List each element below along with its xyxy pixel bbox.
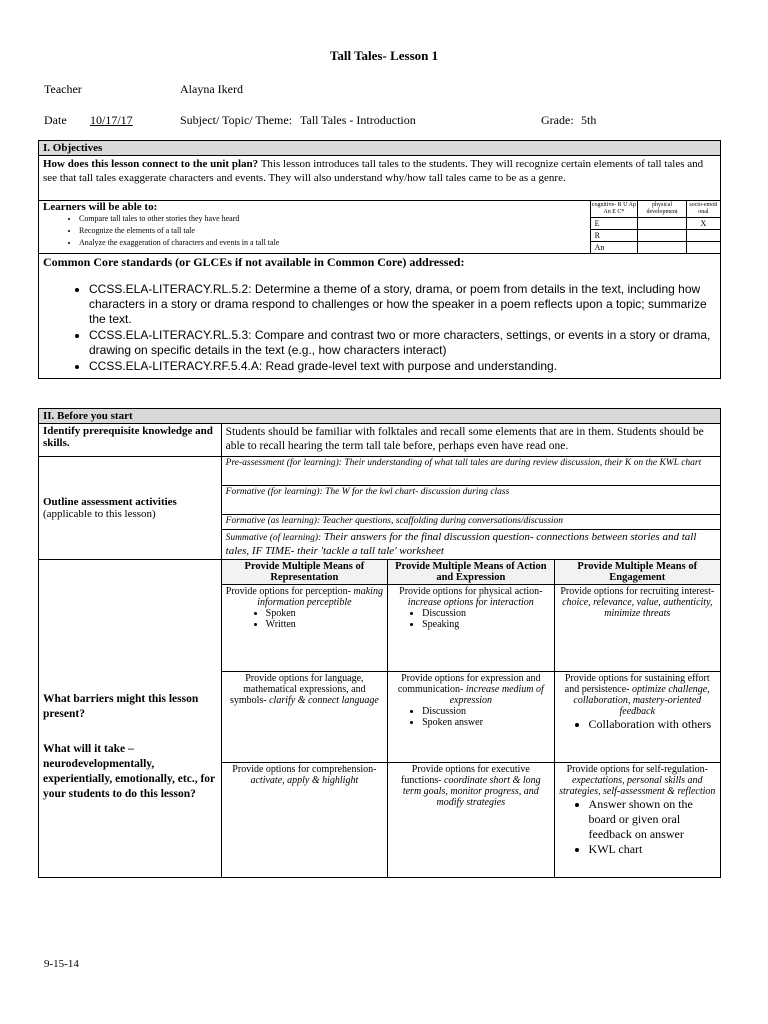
formative-for-label: Formative (for learning): bbox=[225, 487, 323, 497]
udl-italic: choice, relevance, value, authenticity, minimize threats bbox=[562, 597, 713, 619]
pre-assessment-label: Pre-assessment (for learning): bbox=[225, 458, 342, 468]
list-item: • Analyze the exaggeration of characters and events in a tall tale bbox=[79, 237, 586, 249]
phys-cell bbox=[638, 230, 687, 242]
prereq-text: Students should be familiar with folktales and recall some elements that are in them. Students should be able to recall hearing the term tall tale before, perhaps even have read one. bbox=[221, 424, 720, 457]
summative-label: Summative (of learning): bbox=[225, 533, 322, 543]
subject-label: Subject/ Topic/ Theme: bbox=[180, 113, 293, 127]
common-core-cell bbox=[39, 254, 721, 379]
learners-cell bbox=[39, 201, 591, 254]
prereq-label: Identify prerequisite knowledge and skills. bbox=[39, 424, 222, 457]
udl-bullets bbox=[392, 706, 549, 728]
learners-label: Learners will be able to: bbox=[43, 201, 158, 213]
phys-cell bbox=[638, 218, 687, 230]
list-item: • Spoken bbox=[266, 608, 383, 619]
udl-italic: expectations, personal skills and strategies, self-assessment & reflection bbox=[559, 775, 716, 797]
udl-cell bbox=[221, 672, 387, 763]
udl-lead: Provide options for comprehension- bbox=[232, 764, 377, 775]
udl-lead: Provide options for language, mathematical expressions, and symbols- bbox=[229, 673, 366, 706]
col-physical-header: physical development bbox=[638, 201, 687, 218]
udl-lead: Provide options for recruiting interest- bbox=[560, 586, 715, 597]
list-item: • Collaboration with others bbox=[589, 717, 716, 732]
udl-italic: clarify & connect language bbox=[269, 695, 379, 706]
assessment-sub: (applicable to this lesson) bbox=[43, 508, 156, 520]
assessment-label-cell bbox=[39, 457, 222, 560]
formative-for bbox=[221, 486, 720, 515]
list-item: • Speaking bbox=[422, 619, 549, 630]
formative-as-text: Teacher questions, scaffolding during conversations/discussion bbox=[322, 516, 564, 526]
udl-cell bbox=[554, 672, 720, 763]
objectives-heading: I. Objectives bbox=[39, 141, 721, 156]
grade-value: 5th bbox=[581, 113, 597, 127]
common-core-label: Common Core standards (or GLCEs if not available in Common Core) addressed: bbox=[43, 255, 465, 269]
teacher-name: Alayna Ikerd bbox=[180, 82, 243, 96]
udl-italic: optimize challenge, collaboration, mastery-oriented feedback bbox=[573, 684, 710, 717]
list-item: • CCSS.ELA-LITERACY.RL.5.2: Determine a theme of a story, drama, or poem from details in the text, including how characters in a story or drama respond to challenges or how the speaker in a poem reflects upon a topic; summarize the text. bbox=[89, 282, 716, 327]
list-item: • Compare tall tales to other stories they have heard bbox=[79, 213, 586, 225]
before-start-table bbox=[38, 408, 721, 878]
list-item: • KWL chart bbox=[589, 842, 716, 857]
connect-question: How does this lesson connect to the unit plan? bbox=[43, 158, 259, 170]
footer-date: 9-15-14 bbox=[44, 958, 79, 970]
grade-label: Grade: bbox=[541, 113, 574, 127]
udl-cell bbox=[388, 585, 554, 672]
cog-cell: E bbox=[590, 218, 638, 230]
udl-lead: Provide options for physical action- bbox=[399, 586, 543, 597]
udl-cell bbox=[221, 585, 387, 672]
barriers-cell bbox=[39, 560, 222, 878]
socio-cell bbox=[686, 230, 720, 242]
socio-cell: X bbox=[686, 218, 720, 230]
list-item: • Discussion bbox=[422, 706, 549, 717]
formative-as-label: Formative (as learning): bbox=[225, 516, 321, 526]
date-value: 10/17/17 bbox=[90, 113, 133, 127]
barriers-question: What barriers might this lesson present? bbox=[43, 692, 199, 720]
unit-connection bbox=[39, 156, 721, 201]
udl-bullets bbox=[392, 608, 549, 630]
udl-bullets bbox=[559, 797, 716, 857]
summative bbox=[221, 530, 720, 560]
list-item: • Recognize the elements of a tall tale bbox=[79, 225, 586, 237]
udl-header-engagement: Provide Multiple Means of Engagement bbox=[554, 560, 720, 585]
udl-cell bbox=[554, 585, 720, 672]
summative-text: Their answers for the final discussion question- connections between stories and tall tales, IF TIME- their 'tackle a tall tale' worksheet bbox=[225, 531, 697, 557]
udl-header-representation: Provide Multiple Means of Representation bbox=[221, 560, 387, 585]
list-item: • Written bbox=[266, 619, 383, 630]
col-socio-header: socio-emoti onal bbox=[686, 201, 720, 218]
phys-cell bbox=[638, 242, 687, 254]
formative-for-text: The W for the kwl chart- discussion during class bbox=[325, 487, 510, 497]
udl-italic: activate, apply & highlight bbox=[250, 775, 359, 786]
udl-italic: coordinate short & long term goals, monitor progress, and modify strategies bbox=[402, 775, 541, 808]
pre-assessment bbox=[221, 457, 720, 486]
socio-cell bbox=[686, 242, 720, 254]
udl-bullets bbox=[559, 717, 716, 732]
udl-header-action: Provide Multiple Means of Action and Expression bbox=[388, 560, 554, 585]
udl-lead: Provide options for self-regulation- bbox=[566, 764, 708, 775]
udl-lead: Provide options for sustaining effort and persistence- bbox=[564, 673, 710, 695]
udl-cell bbox=[554, 763, 720, 878]
udl-italic: increase medium of expression bbox=[449, 684, 544, 706]
list-item: • Spoken answer bbox=[422, 717, 549, 728]
udl-italic: increase options for interaction bbox=[407, 597, 534, 608]
udl-italic: making information perceptible bbox=[257, 586, 383, 608]
list-item: • CCSS.ELA-LITERACY.RF.5.4.A: Read grade-level text with purpose and understanding. bbox=[89, 359, 716, 374]
before-heading: II. Before you start bbox=[39, 409, 721, 424]
list-item: • Answer shown on the board or given oral feedback on answer bbox=[589, 797, 716, 842]
udl-cell bbox=[221, 763, 387, 878]
udl-cell bbox=[388, 672, 554, 763]
connect-text: This lesson introduces tall tales to the students. They will recognize certain elements of tall tales and see that tall tales exaggerate characters and events. They will also understand why/how tall tales came to be as a genre. bbox=[43, 158, 704, 184]
list-item: • CCSS.ELA-LITERACY.RL.5.3: Compare and contrast two or more characters, settings, or events in a story or drama, drawing on specific details in the text (e.g., how characters interact) bbox=[89, 328, 716, 358]
col-cognitive-header: cognitive- R U Ap An E C* bbox=[590, 201, 638, 218]
udl-bullets bbox=[226, 608, 383, 630]
assessment-label: Outline assessment activities bbox=[43, 496, 177, 508]
udl-lead: Provide options for perception- bbox=[225, 586, 352, 597]
cog-cell: R bbox=[590, 230, 638, 242]
subject-value: Tall Tales - Introduction bbox=[300, 113, 416, 127]
udl-lead: Provide options for expression and communication- bbox=[397, 673, 541, 695]
list-item: • Discussion bbox=[422, 608, 549, 619]
cog-cell: An bbox=[590, 242, 638, 254]
learner-objectives-list bbox=[43, 213, 586, 249]
date-label: Date bbox=[44, 113, 67, 127]
formative-as bbox=[221, 515, 720, 530]
pre-assessment-text: Their understanding of what tall tales are during review discussion, their K on the KWL chart bbox=[344, 458, 702, 468]
udl-lead: Provide options for executive functions- bbox=[401, 764, 530, 786]
take-question: What will it take – neurodevelopmentally, experientially, emotionally, etc., for your students to do this lesson? bbox=[43, 742, 215, 800]
objectives-table bbox=[38, 140, 721, 379]
teacher-label: Teacher bbox=[44, 82, 82, 96]
udl-cell bbox=[388, 763, 554, 878]
standards-list bbox=[43, 282, 716, 374]
page-title: Tall Tales- Lesson 1 bbox=[329, 48, 439, 63]
